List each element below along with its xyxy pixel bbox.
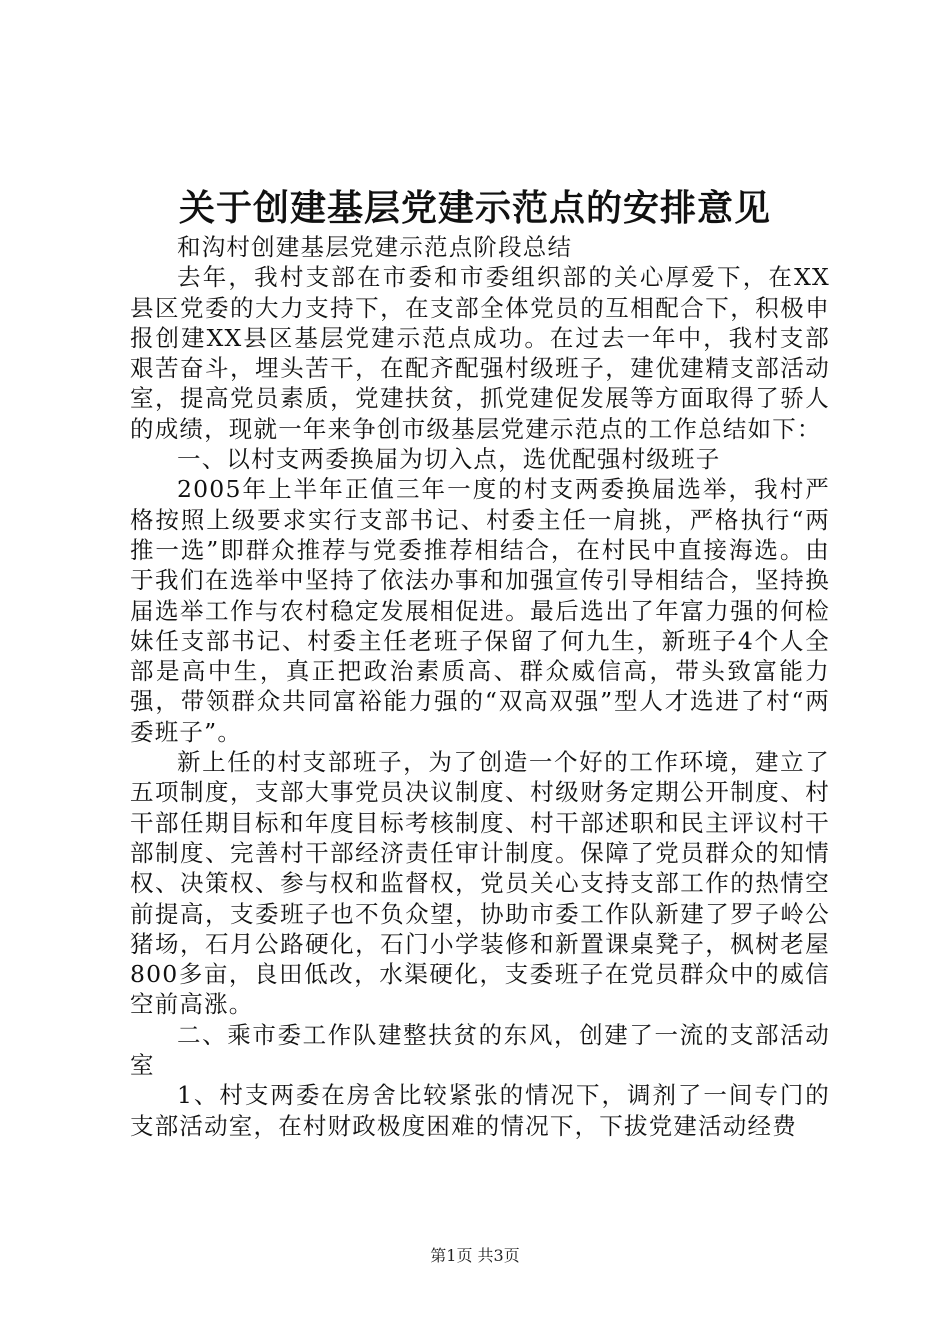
paragraph-election: 2005年上半年正值三年一度的村支两委换届选举，我村严格按照上级要求实行支部书记、村委主任一肩挑，严格执行“两推一选”即群众推荐与党委推荐相结合，在村民中直接海选。由于我们在选举中坚持了依法办事和加强宣传引导相结合，坚持换届选举工作与农村稳定发展相促进。最后选出了年富力强的何检妹任支部书记、村委主任老班子保留了何九生，新班子4个人全部是高中生，真正把政治素质高、群众威信高，带头致富能力强，带领群众共同富裕能力强的“双高双强”型人才选进了村“两委班子”。 (130, 475, 830, 746)
document-body (130, 232, 830, 1141)
section-heading-1: 一、以村支两委换届为切入点，选优配强村级班子 (177, 445, 721, 474)
paragraph-activity-room: 1、村支两委在房舍比较紧张的情况下，调剂了一间专门的支部活动室，在村财政极度困难的情况下，下拔党建活动经费 (130, 1081, 830, 1140)
page-footer: 第1页 共3页 (430, 1246, 520, 1265)
paragraph-new-team: 新上任的村支部班子，为了创造一个好的工作环境，建立了五项制度，支部大事党员决议制度、村级财务定期公开制度、村干部任期目标和年度目标考核制度、村干部述职和民主评议村干部制度、完善村干部经济责任审计制度。保障了党员群众的知情权、决策权、参与权和监督权，党员关心支持支部工作的热情空前提高，支委班子也不负众望，协助市委工作队新建了罗子岭公猪场，石月公路硬化，石门小学装修和新置课桌凳子，枫树老屋800多亩，良田低改，水渠硬化，支委班子在党员群众中的威信空前高涨。 (130, 748, 830, 1019)
section-heading-2: 二、乘市委工作队建整扶贫的东风，创建了一流的支部活动室 (130, 1020, 830, 1080)
document-title: 关于创建基层党建示范点的安排意见 (178, 187, 771, 229)
document-subtitle: 和沟村创建基层党建示范点阶段总结 (177, 233, 573, 261)
paragraph-intro: 去年，我村支部在市委和市委组织部的关心厚爱下，在XX县区党委的大力支持下，在支部全体党员的互相配合下，积极申报创建XX县区基层党建示范点成功。在过去一年中，我村支部艰苦奋斗，埋头苦干，在配齐配强村级班子，建优建精支部活动室，提高党员素质，党建扶贫，抓党建促发展等方面取得了骄人的成绩，现就一年来争创市级基层党建示范点的工作总结如下： (130, 263, 830, 443)
